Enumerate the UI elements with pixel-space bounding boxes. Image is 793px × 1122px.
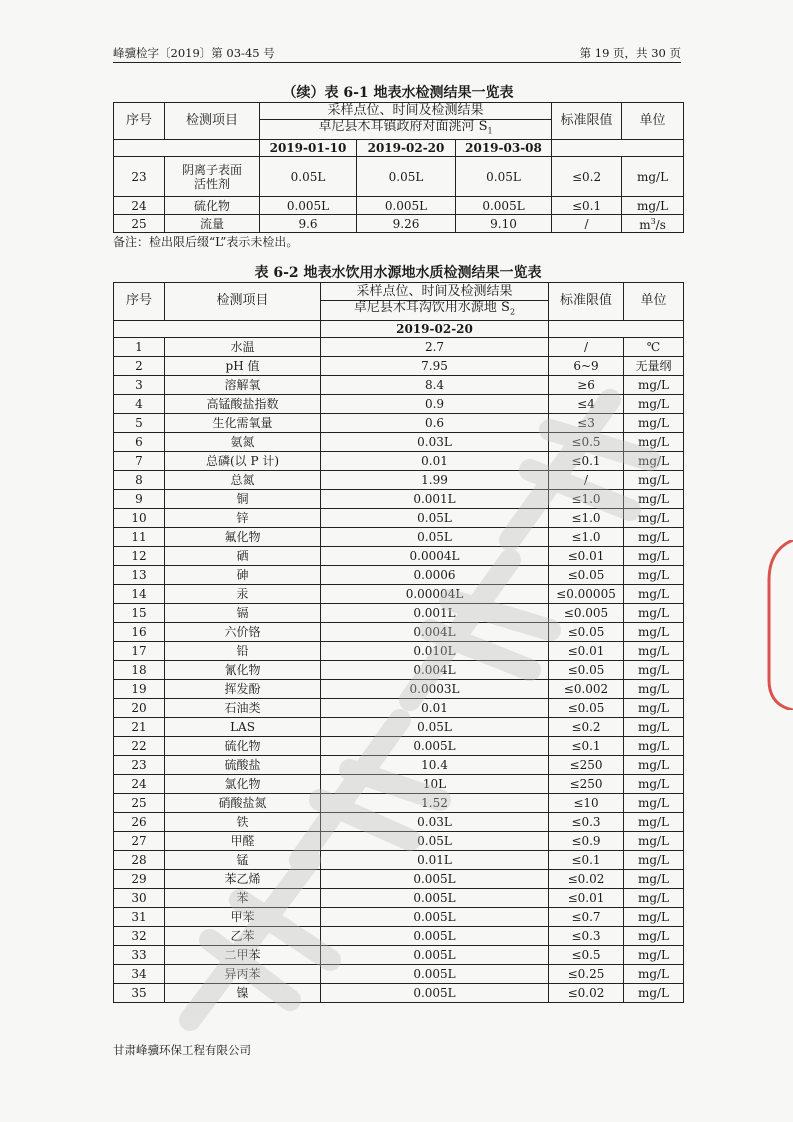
row-unit: mg/L bbox=[624, 964, 684, 983]
table-row bbox=[114, 470, 684, 489]
row-no: 6 bbox=[114, 432, 165, 451]
row-limit: ≤0.02 bbox=[549, 983, 624, 1002]
table-row bbox=[114, 215, 684, 233]
row-limit: ≤1.0 bbox=[549, 489, 624, 508]
row-value: 7.95 bbox=[321, 356, 549, 375]
row-no: 2 bbox=[114, 356, 165, 375]
table-row bbox=[114, 197, 684, 215]
row-no: 22 bbox=[114, 736, 165, 755]
table-row bbox=[114, 489, 684, 508]
row-item: 挥发酚 bbox=[165, 679, 321, 698]
table-row bbox=[114, 698, 684, 717]
row-item: 甲苯 bbox=[165, 907, 321, 926]
row-item: 硒 bbox=[165, 546, 321, 565]
row-value: 9.26 bbox=[357, 215, 456, 233]
row-no: 35 bbox=[114, 983, 165, 1002]
empty-date-cell bbox=[549, 320, 684, 337]
row-limit: 6~9 bbox=[549, 356, 624, 375]
row-value: 0.0004L bbox=[321, 546, 549, 565]
row-value: 10.4 bbox=[321, 755, 549, 774]
table-row bbox=[114, 907, 684, 926]
row-no: 18 bbox=[114, 660, 165, 679]
row-limit: ≤4 bbox=[549, 394, 624, 413]
row-item: LAS bbox=[165, 717, 321, 736]
date-header: 2019-02-20 bbox=[357, 140, 456, 157]
row-no: 8 bbox=[114, 470, 165, 489]
row-no: 25 bbox=[114, 793, 165, 812]
row-no: 29 bbox=[114, 869, 165, 888]
row-item: 石油类 bbox=[165, 698, 321, 717]
row-item: 铁 bbox=[165, 812, 321, 831]
date-header: 2019-03-08 bbox=[456, 140, 552, 157]
col-header-item: 检测项目 bbox=[165, 103, 260, 140]
row-item: 异丙苯 bbox=[165, 964, 321, 983]
row-value: 2.7 bbox=[321, 337, 549, 356]
row-value: 10L bbox=[321, 774, 549, 793]
row-item: 氨氮 bbox=[165, 432, 321, 451]
row-unit: mg/L bbox=[624, 755, 684, 774]
row-item: 镍 bbox=[165, 983, 321, 1002]
row-limit: ≤0.1 bbox=[549, 850, 624, 869]
row-no: 15 bbox=[114, 603, 165, 622]
row-unit: mg/L bbox=[624, 470, 684, 489]
col-header-no: 序号 bbox=[114, 283, 165, 321]
row-no: 13 bbox=[114, 565, 165, 584]
row-no: 32 bbox=[114, 926, 165, 945]
row-value: 0.004L bbox=[321, 622, 549, 641]
row-limit: ≤0.1 bbox=[552, 197, 622, 215]
row-value: 0.005L bbox=[321, 736, 549, 755]
row-item: 锌 bbox=[165, 508, 321, 527]
row-value: 9.10 bbox=[456, 215, 552, 233]
row-limit: ≤0.05 bbox=[549, 660, 624, 679]
row-no: 3 bbox=[114, 375, 165, 394]
row-no: 1 bbox=[114, 337, 165, 356]
row-limit: ≤0.05 bbox=[549, 698, 624, 717]
row-unit: 无量纲 bbox=[624, 356, 684, 375]
row-no: 5 bbox=[114, 413, 165, 432]
row-limit: ≤1.0 bbox=[549, 527, 624, 546]
row-value: 1.99 bbox=[321, 470, 549, 489]
row-value: 1.52 bbox=[321, 793, 549, 812]
row-limit: ≤0.3 bbox=[549, 812, 624, 831]
row-item: 汞 bbox=[165, 584, 321, 603]
col-header-site: 卓尼县木耳沟饮用水源地 $S_2$ bbox=[321, 301, 549, 321]
row-limit: ≤250 bbox=[549, 774, 624, 793]
row-item: 生化需氧量 bbox=[165, 413, 321, 432]
table-row bbox=[114, 812, 684, 831]
table-row bbox=[114, 774, 684, 793]
row-value: 0.6 bbox=[321, 413, 549, 432]
row-value: 0.005L bbox=[321, 945, 549, 964]
row-value: 0.005L bbox=[321, 964, 549, 983]
table-row bbox=[114, 679, 684, 698]
row-no: 7 bbox=[114, 451, 165, 470]
row-limit: / bbox=[549, 337, 624, 356]
row-value: 0.005L bbox=[321, 869, 549, 888]
row-limit: ≤0.2 bbox=[549, 717, 624, 736]
table-row bbox=[114, 413, 684, 432]
col-header-site: 卓尼县木耳镇政府对面洮河 $S_1$ bbox=[260, 120, 552, 140]
row-item: 铅 bbox=[165, 641, 321, 660]
row-limit: ≤0.5 bbox=[549, 432, 624, 451]
row-unit: mg/L bbox=[624, 793, 684, 812]
row-limit: ≤0.05 bbox=[549, 565, 624, 584]
row-limit: ≤0.02 bbox=[549, 869, 624, 888]
row-unit: mg/L bbox=[624, 698, 684, 717]
row-no: 20 bbox=[114, 698, 165, 717]
row-limit: ≤0.002 bbox=[549, 679, 624, 698]
row-unit: mg/L bbox=[624, 413, 684, 432]
row-item: 氟化物 bbox=[165, 527, 321, 546]
row-limit: ≤250 bbox=[549, 755, 624, 774]
row-item: 硫化物 bbox=[165, 736, 321, 755]
row-item: 锰 bbox=[165, 850, 321, 869]
row-no: 23 bbox=[114, 157, 165, 197]
row-value: 0.0006 bbox=[321, 565, 549, 584]
table-row bbox=[114, 527, 684, 546]
row-unit: mg/L bbox=[624, 869, 684, 888]
row-no: 17 bbox=[114, 641, 165, 660]
row-item: 甲醛 bbox=[165, 831, 321, 850]
row-value: 0.01 bbox=[321, 451, 549, 470]
row-no: 19 bbox=[114, 679, 165, 698]
row-unit: mg/L bbox=[622, 157, 684, 197]
row-unit: mg/L bbox=[624, 660, 684, 679]
row-value: 0.0003L bbox=[321, 679, 549, 698]
row-item: 苯 bbox=[165, 888, 321, 907]
row-unit: mg/L bbox=[624, 432, 684, 451]
col-header-group: 采样点位、时间及检测结果 bbox=[321, 283, 549, 301]
row-value: 0.005L bbox=[456, 197, 552, 215]
row-unit: mg/L bbox=[624, 546, 684, 565]
row-unit: mg/L bbox=[624, 983, 684, 1002]
row-value: 0.03L bbox=[321, 812, 549, 831]
col-header-item: 检测项目 bbox=[165, 283, 321, 321]
row-item: 水温 bbox=[165, 337, 321, 356]
col-header-unit: 单位 bbox=[622, 103, 684, 140]
row-unit: mg/L bbox=[624, 812, 684, 831]
row-no: 11 bbox=[114, 527, 165, 546]
row-limit: ≤0.1 bbox=[549, 736, 624, 755]
row-unit: mg/L bbox=[624, 527, 684, 546]
row-limit: ≤0.01 bbox=[549, 888, 624, 907]
row-value: 0.05L bbox=[260, 157, 357, 197]
row-value: 0.9 bbox=[321, 394, 549, 413]
row-unit: mg/L bbox=[624, 831, 684, 850]
row-no: 25 bbox=[114, 215, 165, 233]
table-row bbox=[114, 926, 684, 945]
row-unit: mg/L bbox=[624, 375, 684, 394]
table-row bbox=[114, 641, 684, 660]
row-value: 0.001L bbox=[321, 603, 549, 622]
row-limit: ≤0.00005 bbox=[549, 584, 624, 603]
table-6-1 bbox=[113, 102, 684, 233]
row-no: 27 bbox=[114, 831, 165, 850]
row-limit: ≤3 bbox=[549, 413, 624, 432]
row-item: 氰化物 bbox=[165, 660, 321, 679]
col-header-group: 采样点位、时间及检测结果 bbox=[260, 103, 552, 120]
table-row bbox=[114, 356, 684, 375]
row-item: 总氮 bbox=[165, 470, 321, 489]
row-limit: ≤0.1 bbox=[549, 451, 624, 470]
row-value: 0.005L bbox=[321, 907, 549, 926]
row-unit: ℃ bbox=[624, 337, 684, 356]
table-row bbox=[114, 584, 684, 603]
row-limit: / bbox=[552, 215, 622, 233]
row-item: 二甲苯 bbox=[165, 945, 321, 964]
row-value: 8.4 bbox=[321, 375, 549, 394]
row-limit: ≤0.7 bbox=[549, 907, 624, 926]
row-value: 0.00004L bbox=[321, 584, 549, 603]
row-no: 34 bbox=[114, 964, 165, 983]
row-limit: ≤0.01 bbox=[549, 641, 624, 660]
row-item: 氯化物 bbox=[165, 774, 321, 793]
row-unit: mg/L bbox=[624, 394, 684, 413]
row-limit: ≤0.9 bbox=[549, 831, 624, 850]
row-value: 0.05L bbox=[321, 717, 549, 736]
row-limit: ≤10 bbox=[549, 793, 624, 812]
row-unit: mg/L bbox=[624, 622, 684, 641]
col-header-limit: 标准限值 bbox=[549, 283, 624, 321]
row-value: 0.004L bbox=[321, 660, 549, 679]
row-unit: mg/L bbox=[624, 489, 684, 508]
row-item: 苯乙烯 bbox=[165, 869, 321, 888]
row-item: 镉 bbox=[165, 603, 321, 622]
table-row bbox=[114, 983, 684, 1002]
date-header: 2019-01-10 bbox=[260, 140, 357, 157]
table-row bbox=[114, 717, 684, 736]
table-row bbox=[114, 622, 684, 641]
empty-date-cell bbox=[114, 140, 260, 157]
row-value: 0.05L bbox=[321, 831, 549, 850]
row-no: 4 bbox=[114, 394, 165, 413]
row-value: 0.005L bbox=[357, 197, 456, 215]
row-unit: mg/L bbox=[622, 197, 684, 215]
row-value: 0.05L bbox=[357, 157, 456, 197]
table-6-2 bbox=[113, 282, 684, 1003]
row-limit: ≤1.0 bbox=[549, 508, 624, 527]
row-no: 24 bbox=[114, 774, 165, 793]
row-unit: mg/L bbox=[624, 774, 684, 793]
row-no: 23 bbox=[114, 755, 165, 774]
table-row bbox=[114, 869, 684, 888]
row-limit: ≤0.3 bbox=[549, 926, 624, 945]
row-item: 硝酸盐氮 bbox=[165, 793, 321, 812]
row-unit: mg/L bbox=[624, 926, 684, 945]
row-unit: mg/L bbox=[624, 679, 684, 698]
row-item: 高锰酸盐指数 bbox=[165, 394, 321, 413]
row-unit: mg/L bbox=[624, 508, 684, 527]
date-header: 2019-02-20 bbox=[321, 320, 549, 337]
page-header bbox=[113, 44, 681, 63]
row-value: 0.005L bbox=[321, 983, 549, 1002]
row-value: 9.6 bbox=[260, 215, 357, 233]
table-row bbox=[114, 793, 684, 812]
row-no: 30 bbox=[114, 888, 165, 907]
row-value: 0.05L bbox=[456, 157, 552, 197]
table-row bbox=[114, 157, 684, 197]
page-info: 第 19 页，共 30 页 bbox=[579, 46, 681, 60]
table-row bbox=[114, 432, 684, 451]
row-unit: mg/L bbox=[624, 565, 684, 584]
row-value: 0.001L bbox=[321, 489, 549, 508]
row-unit: mg/L bbox=[624, 945, 684, 964]
document-number: 峰骥检字〔2019〕第 03-45 号 bbox=[113, 46, 275, 60]
table-row bbox=[114, 850, 684, 869]
table-row bbox=[114, 375, 684, 394]
row-item: 铜 bbox=[165, 489, 321, 508]
row-no: 28 bbox=[114, 850, 165, 869]
row-no: 10 bbox=[114, 508, 165, 527]
stamp-fragment bbox=[763, 540, 793, 710]
table2-body bbox=[114, 337, 684, 1002]
row-item: pH 值 bbox=[165, 356, 321, 375]
row-no: 12 bbox=[114, 546, 165, 565]
row-no: 14 bbox=[114, 584, 165, 603]
table-row bbox=[114, 736, 684, 755]
table-row bbox=[114, 337, 684, 356]
row-limit: ≤0.005 bbox=[549, 603, 624, 622]
row-item: 溶解氧 bbox=[165, 375, 321, 394]
table-row bbox=[114, 945, 684, 964]
row-item: 阴离子表面活性剂 bbox=[165, 157, 260, 197]
row-limit: ≤0.2 bbox=[552, 157, 622, 197]
row-value: 0.01L bbox=[321, 850, 549, 869]
row-value: 0.005L bbox=[321, 888, 549, 907]
row-unit: mg/L bbox=[624, 850, 684, 869]
table-row bbox=[114, 394, 684, 413]
row-value: 0.03L bbox=[321, 432, 549, 451]
table-row bbox=[114, 546, 684, 565]
row-no: 26 bbox=[114, 812, 165, 831]
table-row bbox=[114, 831, 684, 850]
table-row bbox=[114, 565, 684, 584]
row-no: 16 bbox=[114, 622, 165, 641]
row-value: 0.05L bbox=[321, 508, 549, 527]
row-limit: / bbox=[549, 470, 624, 489]
empty-date-cell bbox=[114, 320, 321, 337]
table-row bbox=[114, 964, 684, 983]
row-no: 24 bbox=[114, 197, 165, 215]
row-no: 9 bbox=[114, 489, 165, 508]
col-header-no: 序号 bbox=[114, 103, 165, 140]
table-row bbox=[114, 603, 684, 622]
row-limit: ≤0.5 bbox=[549, 945, 624, 964]
table2-title: 表 6-2 地表水饮用水源地水质检测结果一览表 bbox=[254, 265, 542, 281]
row-unit: mg/L bbox=[624, 907, 684, 926]
row-unit: mg/L bbox=[624, 736, 684, 755]
row-value: 0.01 bbox=[321, 698, 549, 717]
row-no: 31 bbox=[114, 907, 165, 926]
row-unit: mg/L bbox=[624, 603, 684, 622]
row-item: 六价铬 bbox=[165, 622, 321, 641]
row-no: 33 bbox=[114, 945, 165, 964]
table1-note: 备注：检出限后缀“L”表示未检出。 bbox=[113, 235, 299, 249]
col-header-limit: 标准限值 bbox=[552, 103, 622, 140]
empty-date-cell bbox=[552, 140, 684, 157]
row-value: 0.010L bbox=[321, 641, 549, 660]
table-row bbox=[114, 451, 684, 470]
col-header-unit: 单位 bbox=[624, 283, 684, 321]
row-unit: $m^3/s$ bbox=[622, 215, 684, 233]
row-item: 硫化物 bbox=[165, 197, 260, 215]
row-item: 乙苯 bbox=[165, 926, 321, 945]
table-row bbox=[114, 660, 684, 679]
row-unit: mg/L bbox=[624, 451, 684, 470]
row-limit: ≤0.25 bbox=[549, 964, 624, 983]
row-limit: ≥6 bbox=[549, 375, 624, 394]
row-limit: ≤0.01 bbox=[549, 546, 624, 565]
row-item: 砷 bbox=[165, 565, 321, 584]
row-item: 流量 bbox=[165, 215, 260, 233]
row-unit: mg/L bbox=[624, 888, 684, 907]
row-unit: mg/L bbox=[624, 641, 684, 660]
row-item: 硫酸盐 bbox=[165, 755, 321, 774]
table-row bbox=[114, 508, 684, 527]
row-value: 0.005L bbox=[321, 926, 549, 945]
page-footer bbox=[113, 1038, 683, 1058]
company-name: 甘肃峰骥环保工程有限公司 bbox=[113, 1043, 251, 1057]
row-value: 0.005L bbox=[260, 197, 357, 215]
row-unit: mg/L bbox=[624, 717, 684, 736]
table-row bbox=[114, 888, 684, 907]
row-limit: ≤0.05 bbox=[549, 622, 624, 641]
row-value: 0.05L bbox=[321, 527, 549, 546]
table1-title: （续）表 6-1 地表水检测结果一览表 bbox=[282, 85, 514, 101]
row-no: 21 bbox=[114, 717, 165, 736]
row-unit: mg/L bbox=[624, 584, 684, 603]
table-row bbox=[114, 755, 684, 774]
row-item: 总磷(以 P 计) bbox=[165, 451, 321, 470]
